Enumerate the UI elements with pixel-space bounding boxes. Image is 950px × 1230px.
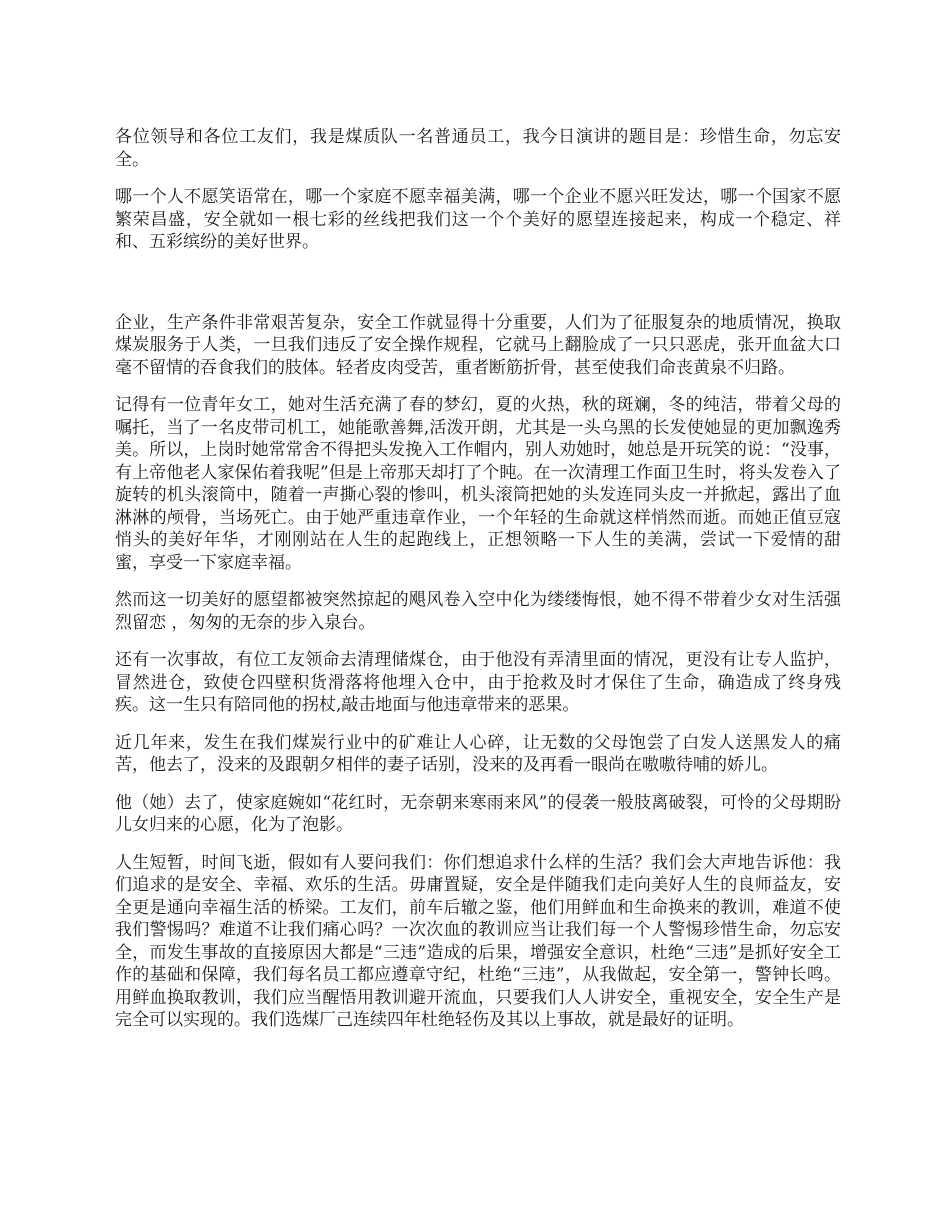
- paragraph-intro: 哪一个人不愿笑语常在，哪一个家庭不愿幸福美满，哪一个企业不愿兴旺发达，哪一个国家不愿繁荣昌盛，安全就如一根七彩的丝线把我们这一个个美好的愿望连接起来，构成一个稳定、祥和、五彩缤纷的美好世界。: [115, 187, 841, 252]
- paragraph-female-worker: 记得有一位青年女工，她对生活充满了春的梦幻，夏的火热，秋的斑斓，冬的纯洁，带着父母的嘱托，当了一名皮带司机工，她能歌善舞,活泼开朗，尤其是一头乌黑的长发使她显的更加飘逸秀美。所以，上岗时她常常舍不得把头发挽入工作帽内，别人劝她时，她总是开玩笑的说：“没事，有上帝他老人家保佑着我呢”但是上帝那天却打了个盹。在一次清理工作面卫生时，将头发卷入了旋转的机头滚筒中，随着一声撕心裂的惨叫，机头滚筒把她的头发连同头皮一并掀起，露出了血淋淋的颅骨，当场死亡。由于她严重违章作业，一个年轻的生命就这样悄然而逝。而她正值豆寇悄头的美好年华，才刚刚站在人生的起跑线上，正想领略一下人生的美满，尝试一下爱情的甜蜜，享受一下家庭幸福。: [115, 395, 841, 573]
- paragraph-coal-bunker: 还有一次事故，有位工友领命去清理储煤仓，由于他没有弄清里面的情况，更没有让专人监护，冒然进仓，致使仓四壁积货滑落将他埋入仓中，由于抢救及时才保住了生命，确造成了终身残疾。这一生只有陪同他的拐杖,敲击地面与他违章带来的恶果。: [115, 650, 841, 715]
- paragraph-mining-disasters: 近几年来，发生在我们煤炭行业中的矿难让人心碎，让无数的父母饱尝了白发人送黑发人的痛苦，他去了，没来的及跟朝夕相伴的妻子话别，没来的及再看一眼尚在嗷嗷待哺的娇儿。: [115, 732, 841, 775]
- paragraph-conclusion: 人生短暂，时间飞逝，假如有人要问我们：你们想追求什么样的生活？我们会大声地告诉他：我们追求的是安全、幸福、欢乐的生活。毋庸置疑，安全是伴随我们走向美好人生的良师益友，安全更是通向幸福生活的桥梁。工友们，前车后辙之鉴，他们用鲜血和生命换来的教训，难道不使我们警惕吗？难道不让我们痛心吗？一次次血的教训应当让我们每一个人警惕珍惜生命，勿忘安全，而发生事故的直接原因大都是“三违”造成的后果，增强安全意识，杜绝“三违”是抓好安全工作的基础和保障，我们每名员工都应遵章守纪，杜绝“三违”，从我做起，安全第一，警钟长鸣。用鲜血换取教训，我们应当醒悟用教训避开流血，只要我们人人讲安全，重视安全，安全生产是完全可以实现的。我们选煤厂己连续四年杜绝轻伤及其以上事故，就是最好的证明。: [115, 852, 841, 1030]
- paragraph-regret: 然而这一切美好的愿望都被突然掠起的飓风卷入空中化为缕缕悔恨，她不得不带着少女对生活强烈留恋 ，匆匆的无奈的步入泉台。: [115, 590, 841, 633]
- document-body: [115, 126, 841, 1047]
- paragraph-greeting: 各位领导和各位工友们，我是煤质队一名普通员工，我今日演讲的题目是：珍惜生命，勿忘安全。: [115, 127, 841, 170]
- section-gap: [115, 269, 841, 312]
- paragraph-family-loss: 他（她）去了，使家庭婉如“花红时，无奈朝来寒雨来风”的侵袭一般肢离破裂，可怜的父母期盼儿女归来的心愿，化为了泡影。: [115, 792, 841, 835]
- paragraph-enterprise: 企业，生产条件非常艰苦复杂，安全工作就显得十分重要，人们为了征服复杂的地质情况，换取煤炭服务于人类，一旦我们违反了安全操作规程，它就马上翻脸成了一只只恶虎，张开血盆大口毫不留情的吞食我们的肢体。轻者皮肉受苦，重者断筋折骨，甚至使我们命丧黄泉不归路。: [115, 312, 841, 378]
